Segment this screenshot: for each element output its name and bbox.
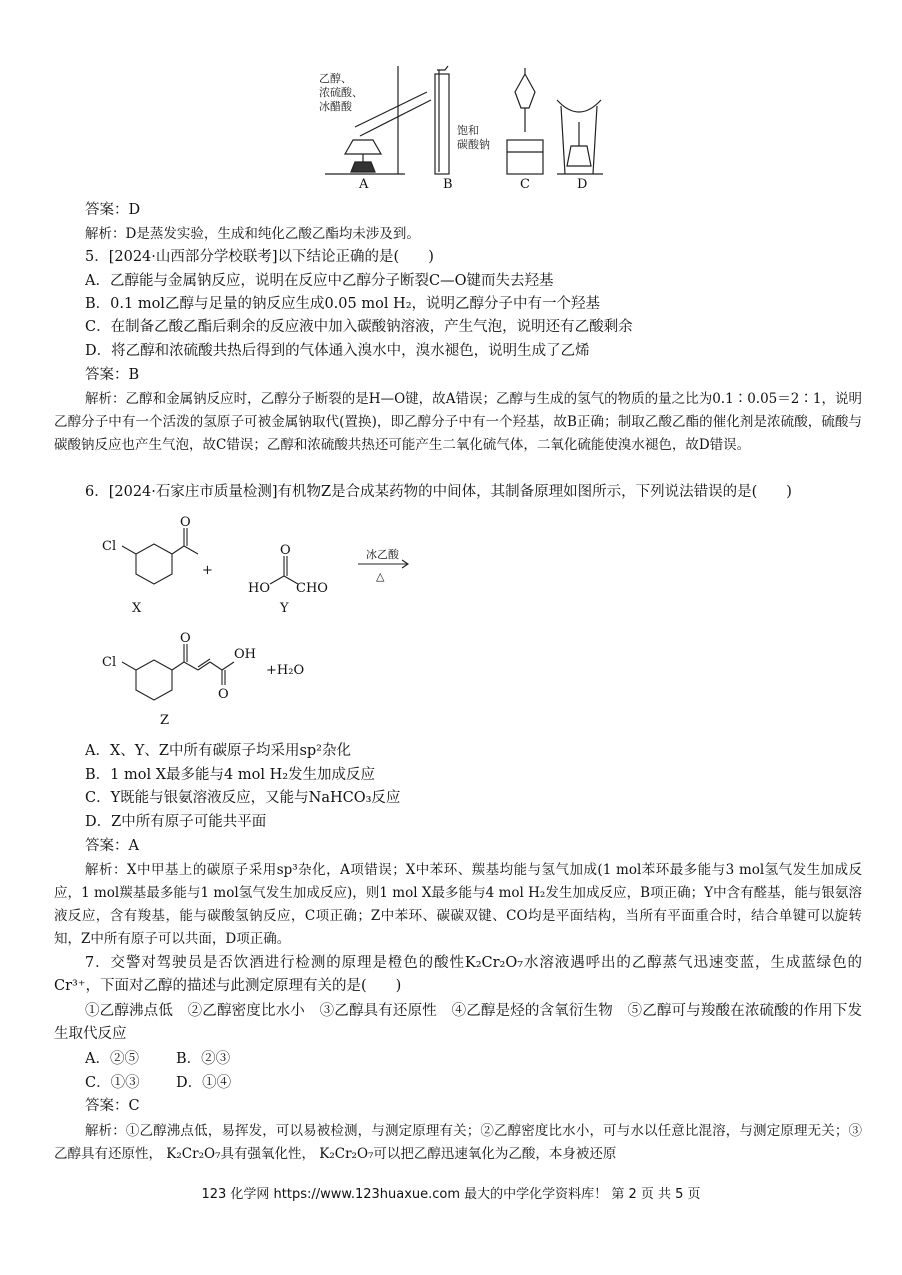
q5-option-c: C．在制备乙酸乙酯后剩余的反应液中加入碳酸钠溶液，产生气泡，说明还有乙酸剩余	[85, 319, 633, 335]
q4-answer: 答案：D	[85, 202, 141, 218]
condition-top: 冰乙酸	[366, 548, 399, 561]
q7-option-b: B．②③	[176, 1051, 231, 1067]
apparatus-letter-c: C	[520, 177, 530, 192]
q5-option-d: D．将乙醇和浓硫酸共热后得到的气体通入溴水中，溴水褪色，说明生成了乙烯	[85, 343, 590, 359]
q7-items: ①乙醇沸点低 ②乙醇密度比水小 ③乙醇具有还原性 ④乙醇是烃的含氧衍生物 ⑤乙醇可与羧酸在浓硫酸的作用下发生取代反应	[54, 1003, 862, 1042]
q5-explanation: 解析：乙醇和金属钠反应时，乙醇分子断裂的是H—O键，故A错误；乙醇与生成的氢气的物质的量之比为0.1∶0.05＝2∶1，说明乙醇分子中有一个活泼的氢原子可被金属钠取代(置换)，即乙醇分子中有一个羟基，故B正确；制取乙酸乙酯的催化剂是浓硫酸，硫酸与碳酸钠反应也产生气泡，故C错误；乙醇和浓硫酸共热还可能产生二氧化硫气体，二氧化硫能使溴水褪色，故D错误。	[54, 391, 862, 453]
apparatus-letter-b: B	[443, 177, 453, 192]
condition-bottom: △	[376, 570, 385, 583]
solution-label-line1: 饱和	[457, 124, 479, 137]
q6-option-a: A．X、Y、Z中所有碳原子均采用sp²杂化	[85, 743, 351, 759]
reagent-label-line1: 乙醇、	[319, 72, 352, 85]
q6-option-c: C．Y既能与银氨溶液反应，又能与NaHCO₃反应	[85, 790, 401, 806]
reagent-label-line2: 浓硫酸、	[319, 86, 363, 99]
q6-stem: 6．[2024·石家庄市质量检测]有机物Z是合成某药物的中间体，其制备原理如图所示，下列说法错误的是( )	[85, 484, 792, 500]
y-cho: CHO	[296, 581, 328, 596]
x-cl: Cl	[102, 539, 117, 554]
q7-option-a: A．②⑤	[85, 1051, 139, 1067]
x-carbonyl-o: O	[180, 515, 191, 530]
z-ketone-o: O	[180, 631, 191, 646]
q6-answer: 答案：A	[85, 838, 139, 854]
z-cl: Cl	[102, 655, 117, 670]
q4-explanation: 解析：D是蒸发实验，生成和纯化乙酸乙酯均未涉及到。	[85, 226, 420, 242]
plus-sign: +	[202, 563, 213, 578]
apparatus-letter-a: A	[359, 177, 369, 192]
y-carbonyl-o: O	[280, 543, 291, 558]
apparatus-letter-d: D	[577, 177, 588, 192]
q6-option-d: D．Z中所有原子可能共平面	[85, 814, 267, 830]
solution-label-line2: 碳酸钠	[457, 138, 490, 151]
q7-answer: 答案：C	[85, 1098, 140, 1114]
z-label: Z	[160, 713, 170, 728]
reaction-scheme	[90, 510, 450, 730]
q6-explanation: 解析：X中甲基上的碳原子采用sp³杂化，A项错误；X中苯环、羰基均能与氢气加成(1 mol苯环最多能与3 mol氢气发生加成反应，1 mol羰基最多能与1 mol氢气发生加成反应)，则1 mol X最多能与4 mol H₂发生加成反应，B项正确；Y中含有醛基，能与银氨溶液反应，含有羧基，能与碳酸氢钠反应，C项正确；Z中苯环、碳碳双键、CO均是平面结构，当所有平面重合时，结合单键可以旋转知，Z中所有原子可以共面，D项正确。	[54, 862, 862, 947]
q7-option-d: D．①④	[176, 1075, 232, 1091]
q7-option-c: C．①③	[85, 1075, 140, 1091]
x-label: X	[132, 601, 142, 616]
page-footer: 123 化学网 https://www.123huaxue.com 最大的中学化学资料库！ 第 2 页 共 5 页	[201, 1187, 701, 1202]
q6-option-b: B．1 mol X最多能与4 mol H₂发生加成反应	[85, 767, 376, 783]
q7-stem: 7．交警对驾驶员是否饮酒进行检测的原理是橙色的酸性K₂Cr₂O₇水溶液遇呼出的乙醇蒸气迅速变蓝，生成蓝绿色的Cr³⁺，下面对乙醇的描述与此测定原理有关的是( )	[54, 955, 862, 994]
z-acid-o: O	[218, 687, 229, 702]
reagent-label-line3: 冰醋酸	[319, 100, 352, 113]
q5-stem: 5．[2024·山西部分学校联考]以下结论正确的是( )	[85, 249, 434, 265]
water: +H₂O	[266, 663, 305, 678]
q7-explanation: 解析：①乙醇沸点低，易挥发，可以易被检测，与测定原理有关；②乙醇密度比水小，可与水以任意比混溶，与测定原理无关；③乙醇具有还原性， K₂Cr₂O₇具有强氧化性， K₂Cr₂O₇可以把乙醇迅速氧化为乙酸，本身被还原	[54, 1123, 862, 1162]
q5-answer: 答案：B	[85, 367, 140, 383]
q5-option-a: A．乙醇能与金属钠反应，说明在反应中乙醇分子断裂C—O键而失去羟基	[85, 273, 554, 289]
q5-option-b: B．0.1 mol乙醇与足量的钠反应生成0.05 mol H₂，说明乙醇分子中有一个羟基	[85, 296, 601, 312]
z-oh: OH	[234, 647, 256, 662]
y-ho: HO	[248, 581, 270, 596]
y-label: Y	[280, 601, 289, 616]
apparatus-figure	[315, 62, 615, 192]
